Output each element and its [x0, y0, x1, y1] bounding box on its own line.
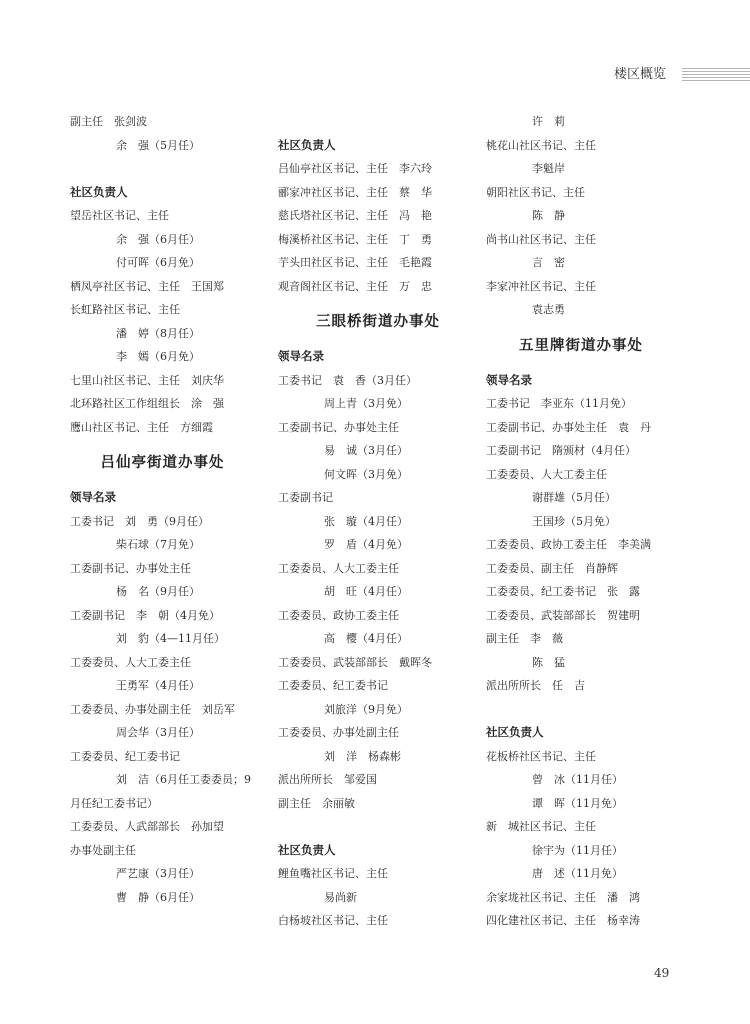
entry-line: 派出所所长 邹爱国 — [278, 773, 377, 786]
entry-line: 长虹路社区书记、主任 — [70, 303, 180, 316]
section-heading: 社区负责人 — [486, 725, 544, 739]
entry-line: 白杨坡社区书记、主任 — [278, 914, 388, 927]
spacer — [278, 815, 478, 839]
entry-name: 李魁岸 — [532, 162, 565, 175]
entry-name: 曹 静（6月任） — [116, 890, 200, 904]
entry-name: 高 樱（4月任） — [324, 632, 408, 645]
entry-line: 工委副书记 李 朝（4月免） — [70, 608, 220, 622]
entry-name: 刘 豹（4—11月任） — [116, 632, 225, 645]
entry-line: 芋头田社区书记、主任 毛艳霞 — [278, 256, 432, 269]
entry-name: 刘旅洋（9月免） — [324, 702, 408, 716]
entry-name: 余 强（5月任） — [116, 138, 200, 152]
entry-name: 付可晖（6月免） — [116, 256, 200, 269]
section-heading: 社区负责人 — [278, 842, 336, 857]
entry-line: 慈氏塔社区书记、主任 冯 艳 — [278, 209, 432, 222]
entry-line: 副主任 余丽敏 — [278, 796, 355, 810]
entry-name: 李 嫣（6月免） — [116, 350, 200, 363]
entry-name: 陈 猛 — [532, 655, 565, 669]
entry-name: 王国珍（5月免） — [532, 514, 616, 528]
entry-line: 花板桥社区书记、主任 — [486, 749, 596, 763]
entry-name: 周上青（3月免） — [324, 397, 408, 410]
column-right — [486, 110, 686, 933]
entry-line: 栖凤亭社区书记、主任 王国郑 — [70, 279, 224, 293]
entry-name: 王勇军（4月任） — [116, 679, 200, 692]
entry-name: 袁志勇 — [532, 303, 565, 316]
entry-line: 月任纪工委书记） — [70, 796, 158, 810]
section-heading: 社区负责人 — [278, 137, 336, 152]
entry-name: 刘 洁（6月任工委委员；9 — [116, 773, 251, 786]
entry-line: 工委委员、政协工委主任 李美满 — [486, 538, 651, 551]
entry-name: 陈 静 — [532, 209, 565, 222]
entry-line: 郦家冲社区书记、主任 蔡 华 — [278, 185, 432, 199]
entry-line: 望岳社区书记、主任 — [70, 209, 169, 222]
spacer — [278, 110, 478, 134]
entry-line: 工委委员、人大工委主任 — [486, 467, 607, 481]
entry-line: 尚书山社区书记、主任 — [486, 232, 596, 246]
entry-line: 工委副书记、办事处主任 — [70, 561, 191, 575]
entry-name: 严艺康（3月任） — [116, 867, 200, 880]
entry-name: 言 密 — [532, 256, 565, 269]
section-heading: 领导名录 — [70, 490, 116, 504]
entry-name: 潘 婷（8月任） — [116, 326, 200, 340]
entry-line: 工委副书记 — [278, 491, 333, 504]
entry-line: 工委副书记 隋颁材（4月任） — [486, 444, 636, 457]
district-title: 吕仙亭街道办事处 — [100, 454, 225, 471]
entry-name: 易 诚（3月任） — [324, 444, 408, 457]
entry-line: 观音阁社区书记、主任 万 忠 — [278, 279, 432, 293]
entry-line: 副主任 李 薇 — [486, 632, 563, 645]
entry-line: 北环路社区工作组组长 涂 强 — [70, 397, 224, 410]
column-middle — [278, 110, 478, 933]
entry-name: 谢群雄（5月任） — [532, 491, 616, 504]
district-title: 三眼桥街道办事处 — [316, 313, 440, 330]
page-header-title: 楼区概览 — [614, 67, 667, 82]
entry-line: 派出所所长 任 吉 — [486, 679, 585, 692]
entry-line: 余家垅社区书记、主任 潘 鸿 — [486, 890, 640, 904]
entry-line: 工委书记 袁 香（3月任） — [278, 373, 417, 387]
spacer — [486, 698, 686, 722]
entry-line: 办事处副主任 — [70, 843, 136, 857]
section-heading: 领导名录 — [278, 349, 324, 363]
header-decorative-rule — [682, 68, 750, 82]
entry-line: 鹰山社区书记、主任 方细霞 — [70, 420, 213, 434]
entry-line: 七里山社区书记、主任 刘庆华 — [70, 373, 224, 387]
entry-name: 易尚新 — [324, 890, 357, 904]
page-number: 49 — [654, 966, 670, 980]
entry-line: 工委委员、政协工委主任 — [278, 608, 399, 622]
entry-name: 刘 洋 杨森彬 — [324, 749, 401, 763]
entry-line: 工委委员、办事处副主任 刘岳军 — [70, 702, 235, 716]
entry-line: 工委委员、纪工委书记 — [278, 679, 388, 692]
entry-line: 工委委员、纪工委书记 张 露 — [486, 585, 640, 598]
entry-line: 四化建社区书记、主任 杨幸涛 — [486, 914, 640, 927]
entry-line: 工委委员、武装部部长 戴晖冬 — [278, 655, 432, 669]
entry-name: 张 璇（4月任） — [324, 514, 408, 528]
entry-name: 杨 名（9月任） — [116, 585, 200, 598]
entry-line: 桃花山社区书记、主任 — [486, 138, 596, 152]
section-heading: 领导名录 — [486, 372, 532, 387]
entry-name: 谭 晖（11月免） — [532, 796, 623, 810]
entry-name: 唐 述（11月免） — [532, 867, 623, 880]
entry-name: 柴石球（7月免） — [116, 538, 200, 551]
entry-line: 梅溪桥社区书记、主任 丁 勇 — [278, 232, 432, 246]
entry-name: 周会华（3月任） — [116, 726, 200, 739]
entry-name: 曾 冰（11月任） — [532, 773, 623, 786]
entry-name: 胡 旺（4月任） — [324, 585, 408, 598]
entry-line: 工委书记 李亚东（11月免） — [486, 397, 632, 410]
spacer — [70, 157, 270, 181]
entry-name: 余 强（6月任） — [116, 232, 200, 246]
entry-line: 副主任 张剑波 — [70, 115, 147, 128]
entry-name: 罗 盾（4月免） — [324, 538, 408, 551]
entry-line: 工委委员、人大工委主任 — [70, 655, 191, 669]
entry-line: 工委委员、副主任 肖静辉 — [486, 561, 618, 575]
column-left — [70, 110, 270, 909]
entry-line: 工委委员、人大工委主任 — [278, 561, 399, 575]
district-title: 五里牌街道办事处 — [519, 336, 643, 354]
entry-line: 工委委员、武装部部长 贺建明 — [486, 608, 640, 622]
entry-line: 新 城社区书记、主任 — [486, 820, 596, 833]
entry-line: 工委副书记、办事处主任 — [278, 420, 399, 434]
entry-line: 工委副书记、办事处主任 袁 丹 — [486, 420, 651, 434]
entry-name: 何文晖（3月免） — [324, 467, 408, 481]
entry-line: 工委书记 刘 勇（9月任） — [70, 514, 209, 528]
entry-name: 徐宇为（11月任） — [532, 843, 623, 857]
entry-name: 许 莉 — [532, 115, 565, 128]
entry-line: 吕仙亭社区书记、主任 李六玲 — [278, 162, 432, 175]
entry-line: 鲤鱼嘴社区书记、主任 — [278, 867, 388, 880]
entry-line: 工委委员、办事处副主任 — [278, 726, 399, 739]
entry-line: 工委委员、人武部部长 孙加望 — [70, 820, 224, 833]
entry-line: 工委委员、纪工委书记 — [70, 749, 180, 763]
entry-line: 朝阳社区书记、主任 — [486, 185, 585, 199]
entry-line: 李家冲社区书记、主任 — [486, 279, 596, 293]
section-heading: 社区负责人 — [70, 184, 128, 199]
